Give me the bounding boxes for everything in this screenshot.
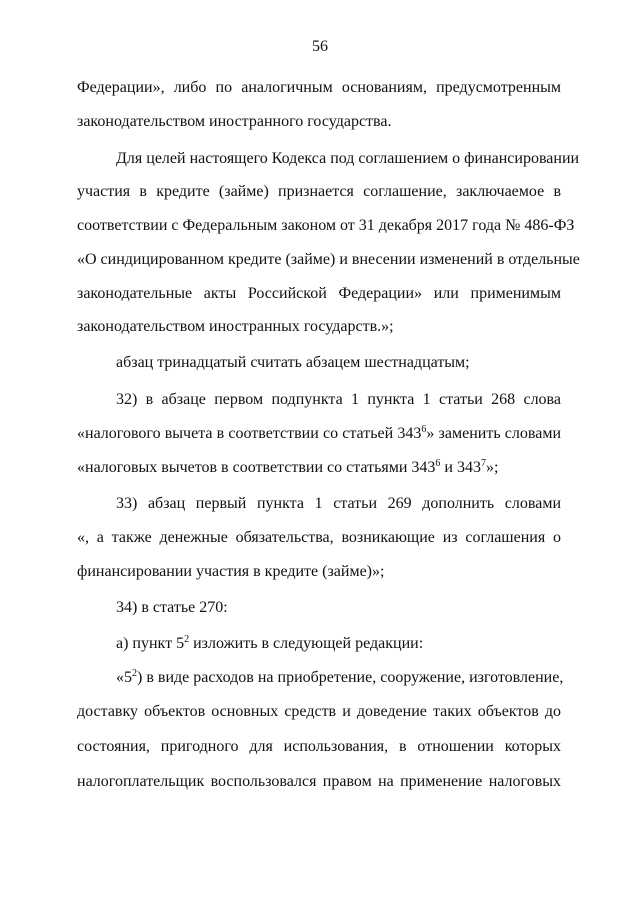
paragraph-line: соответствии с Федеральным законом от 31 декабря 2017 года № 486-ФЗ — [77, 217, 575, 234]
line-text: изложить в следующей редакции: — [189, 635, 424, 652]
paragraph-line: участия в кредите (займе) признается соглашение, заключаемое в — [77, 183, 561, 200]
sub-item-a — [116, 634, 561, 654]
paragraph-line: законодательством иностранного государства. — [77, 113, 392, 130]
paragraph-line: доставку объектов основных средств и доведение таких объектов до — [77, 703, 561, 720]
paragraph-line: состояния, пригодного для использования, в отношении которых — [77, 738, 561, 755]
superscript: 2 — [184, 634, 190, 645]
page-number: 56 — [312, 38, 328, 55]
line-text: «5 — [116, 669, 132, 686]
paragraph-line: Для целей настоящего Кодекса под соглашением о финансировании — [116, 150, 580, 167]
superscript: 6 — [421, 424, 427, 435]
paragraph-line — [77, 458, 561, 478]
line-text: и 343 — [440, 459, 481, 476]
paragraph-line: «О синдицированном кредите (займе) и внесении изменений в отдельные — [77, 251, 580, 268]
line-text: ) в виде расходов на приобретение, сооружение, изготовление, — [137, 669, 564, 686]
paragraph-line: законодательством иностранных государств.»; — [77, 318, 394, 335]
line-text: «налогового вычета в соответствии со статьей 343 — [77, 425, 422, 442]
superscript: 6 — [435, 458, 441, 469]
line-text: »; — [485, 459, 499, 476]
superscript: 7 — [480, 458, 486, 469]
paragraph-line: налогоплательщик воспользовался правом на применение налоговых — [77, 773, 561, 790]
line-text: » заменить словами — [426, 425, 562, 442]
superscript: 2 — [132, 668, 137, 679]
paragraph-line: Федерации», либо по аналогичным основаниям, предусмотренным — [77, 79, 561, 96]
list-item-33: 33) абзац первый пункта 1 статьи 269 дополнить словами — [116, 495, 561, 512]
list-item-34: 34) в статье 270: — [116, 599, 228, 616]
paragraph-line — [116, 668, 564, 688]
paragraph-line: «, а также денежные обязательства, возникающие из соглашения о — [77, 529, 561, 546]
paragraph-line — [77, 424, 561, 444]
paragraph-line: финансировании участия в кредите (займе)»; — [77, 563, 385, 580]
paragraph-line: абзац тринадцатый считать абзацем шестнадцатым; — [116, 354, 470, 371]
list-item-32: 32) в абзаце первом подпункта 1 пункта 1 статьи 268 слова — [116, 391, 561, 408]
line-text: а) пункт 5 — [116, 635, 185, 652]
paragraph-line: законодательные акты Российской Федерации» или применимым — [77, 285, 561, 302]
line-text: «налоговых вычетов в соответствии со статьями 343 — [77, 459, 436, 476]
